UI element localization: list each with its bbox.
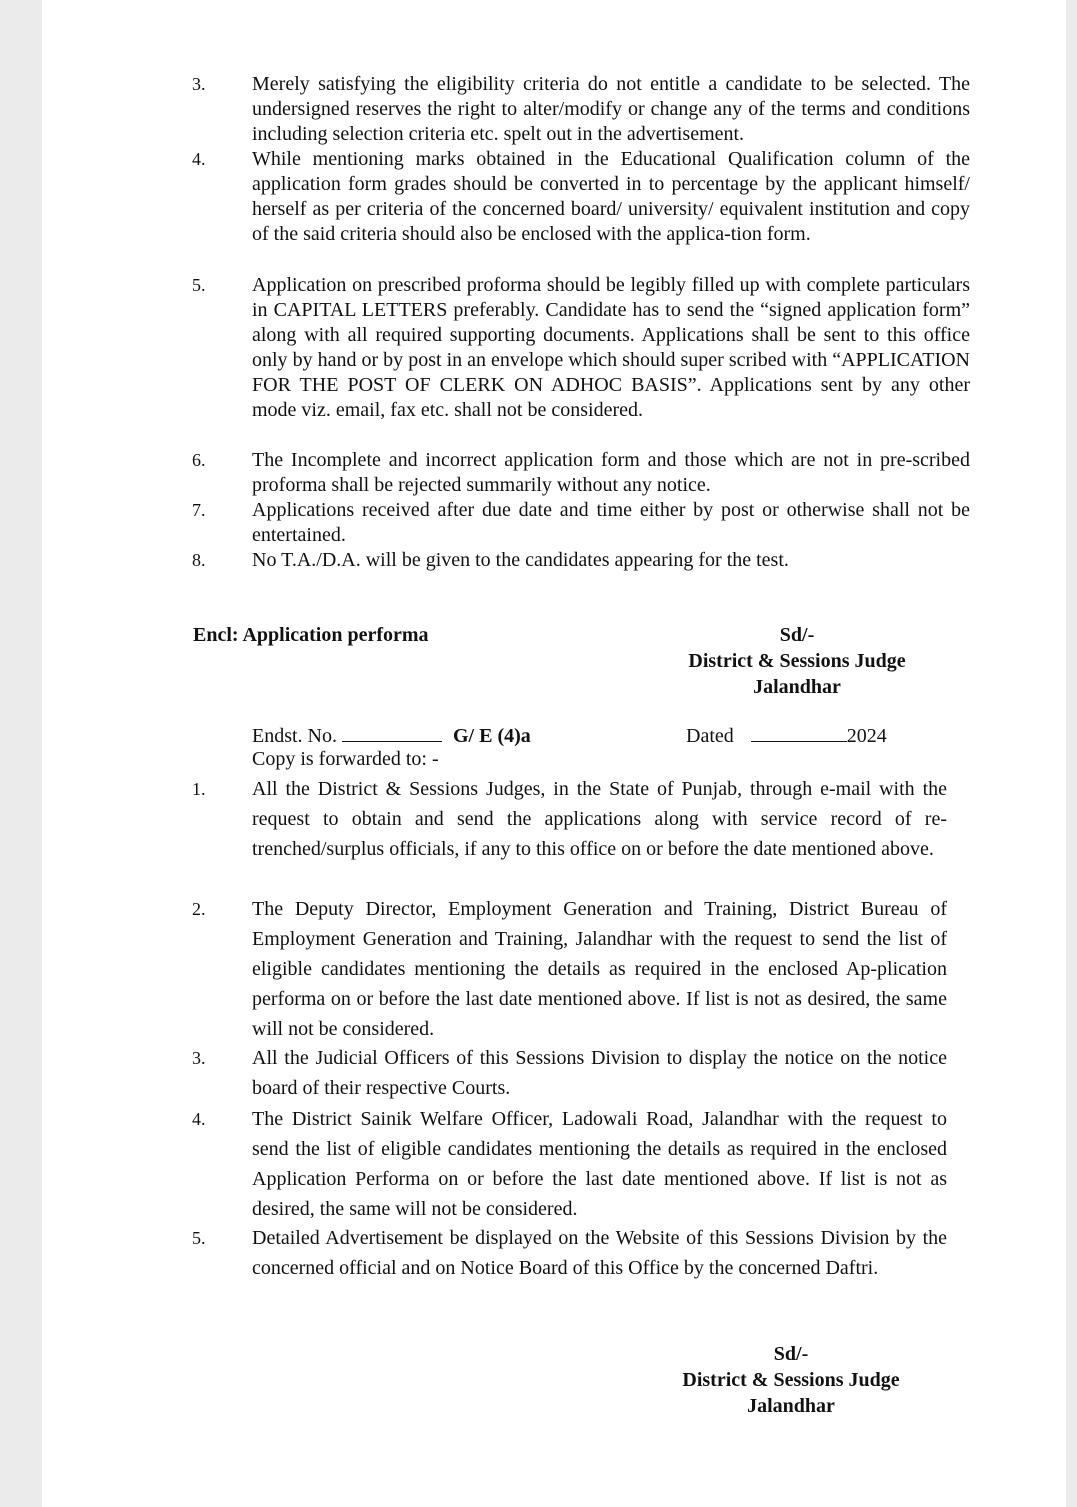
condition-text: No T.A./D.A. will be given to the candidates appearing for the test. <box>252 549 789 571</box>
forward-text: The District Sainik Welfare Officer, Ladowali Road, Jalandhar with the request to send the list of eligible candidates mentioning the details as required in the enclosed Application Performa on or before the last date mentioned above. If list is not as desired, the same will not be considered. <box>252 1108 947 1220</box>
dated-label: Dated <box>686 725 734 747</box>
signature-block-2 <box>651 1341 931 1419</box>
forward-number: 2. <box>192 899 206 919</box>
forward-text: Detailed Advertisement be displayed on the Website of this Sessions Division by the concerned official and on Notice Board of this Office by the concerned Daftri. <box>252 1227 947 1279</box>
dated-blank <box>751 723 847 742</box>
forward-number: 3. <box>192 1048 206 1068</box>
forward-text: All the District & Sessions Judges, in the State of Punjab, through e-mail with the request to obtain and send the applications along with service record of re-trenched/surplus officials, if any to this office on or before the date mentioned above. <box>252 778 947 860</box>
condition-text: Applications received after due date and time either by post or otherwise shall not be entertained. <box>252 499 970 546</box>
endst-suffix: G/ E (4)a <box>453 725 531 747</box>
signature-title: District & Sessions Judge <box>688 650 906 672</box>
signature-place: Jalandhar <box>753 676 841 698</box>
condition-text: Merely satisfying the eligibility criteria do not entitle a candidate to be selected. The undersigned reserves the right to alter/modify or change any of the terms and conditions including selection criteria etc. spelt out in the advertisement. <box>252 73 970 145</box>
signature-place: Jalandhar <box>747 1395 835 1417</box>
forward-text: All the Judicial Officers of this Sessions Division to display the notice on the notice board of their respective Courts. <box>252 1047 947 1099</box>
condition-number: 6. <box>192 450 206 470</box>
condition-number: 3. <box>192 74 206 94</box>
copy-forwarded-line: Copy is forwarded to: - <box>252 748 439 770</box>
dated-line <box>686 723 887 749</box>
forward-text: The Deputy Director, Employment Generation and Training, District Bureau of Employment Generation and Training, Jalandhar with the request to send the list of eligible candidates mentioning the details as required in the enclosed Ap-plication performa on or before the last date mentioned above. If list is not as desired, the same will not be considered. <box>252 898 947 1040</box>
condition-number: 5. <box>192 275 206 295</box>
signature-sd: Sd/- <box>779 624 815 646</box>
forward-number: 1. <box>192 779 206 799</box>
condition-number: 7. <box>192 500 206 520</box>
endorsement-number-line <box>252 723 531 749</box>
condition-number: 8. <box>192 550 206 570</box>
endst-blank <box>342 723 442 742</box>
signature-block-1 <box>657 622 937 700</box>
condition-text: While mentioning marks obtained in the Educational Qualification column of the application form grades should be converted in to percentage by the applicant himself/ herself as per criteria of the concerned board/ university/ equivalent institution and copy of the said criteria should also be enclosed with the applica-tion form. <box>252 148 970 245</box>
enclosure-line: Encl: Application performa <box>193 624 429 646</box>
condition-number: 4. <box>192 149 206 169</box>
endst-label: Endst. No. <box>252 725 337 747</box>
signature-title: District & Sessions Judge <box>682 1369 900 1391</box>
signature-sd: Sd/- <box>773 1343 809 1365</box>
condition-text: The Incomplete and incorrect application form and those which are not in pre-scribed proforma shall be rejected summarily without any notice. <box>252 449 970 496</box>
dated-year: 2024 <box>846 725 887 747</box>
forward-number: 4. <box>192 1109 206 1129</box>
forward-number: 5. <box>192 1228 206 1248</box>
condition-text: Application on prescribed proforma should be legibly filled up with complete particulars in CAPITAL LETTERS preferably. Candidate has to send the “signed application form” along with all required supporting documents. Applications shall be sent to this office only by hand or by post in an envelope which should super scribed with “APPLICATION FOR THE POST OF CLERK ON ADHOC BASIS”. Applications sent by any other mode viz. email, fax etc. shall not be considered. <box>252 274 970 421</box>
